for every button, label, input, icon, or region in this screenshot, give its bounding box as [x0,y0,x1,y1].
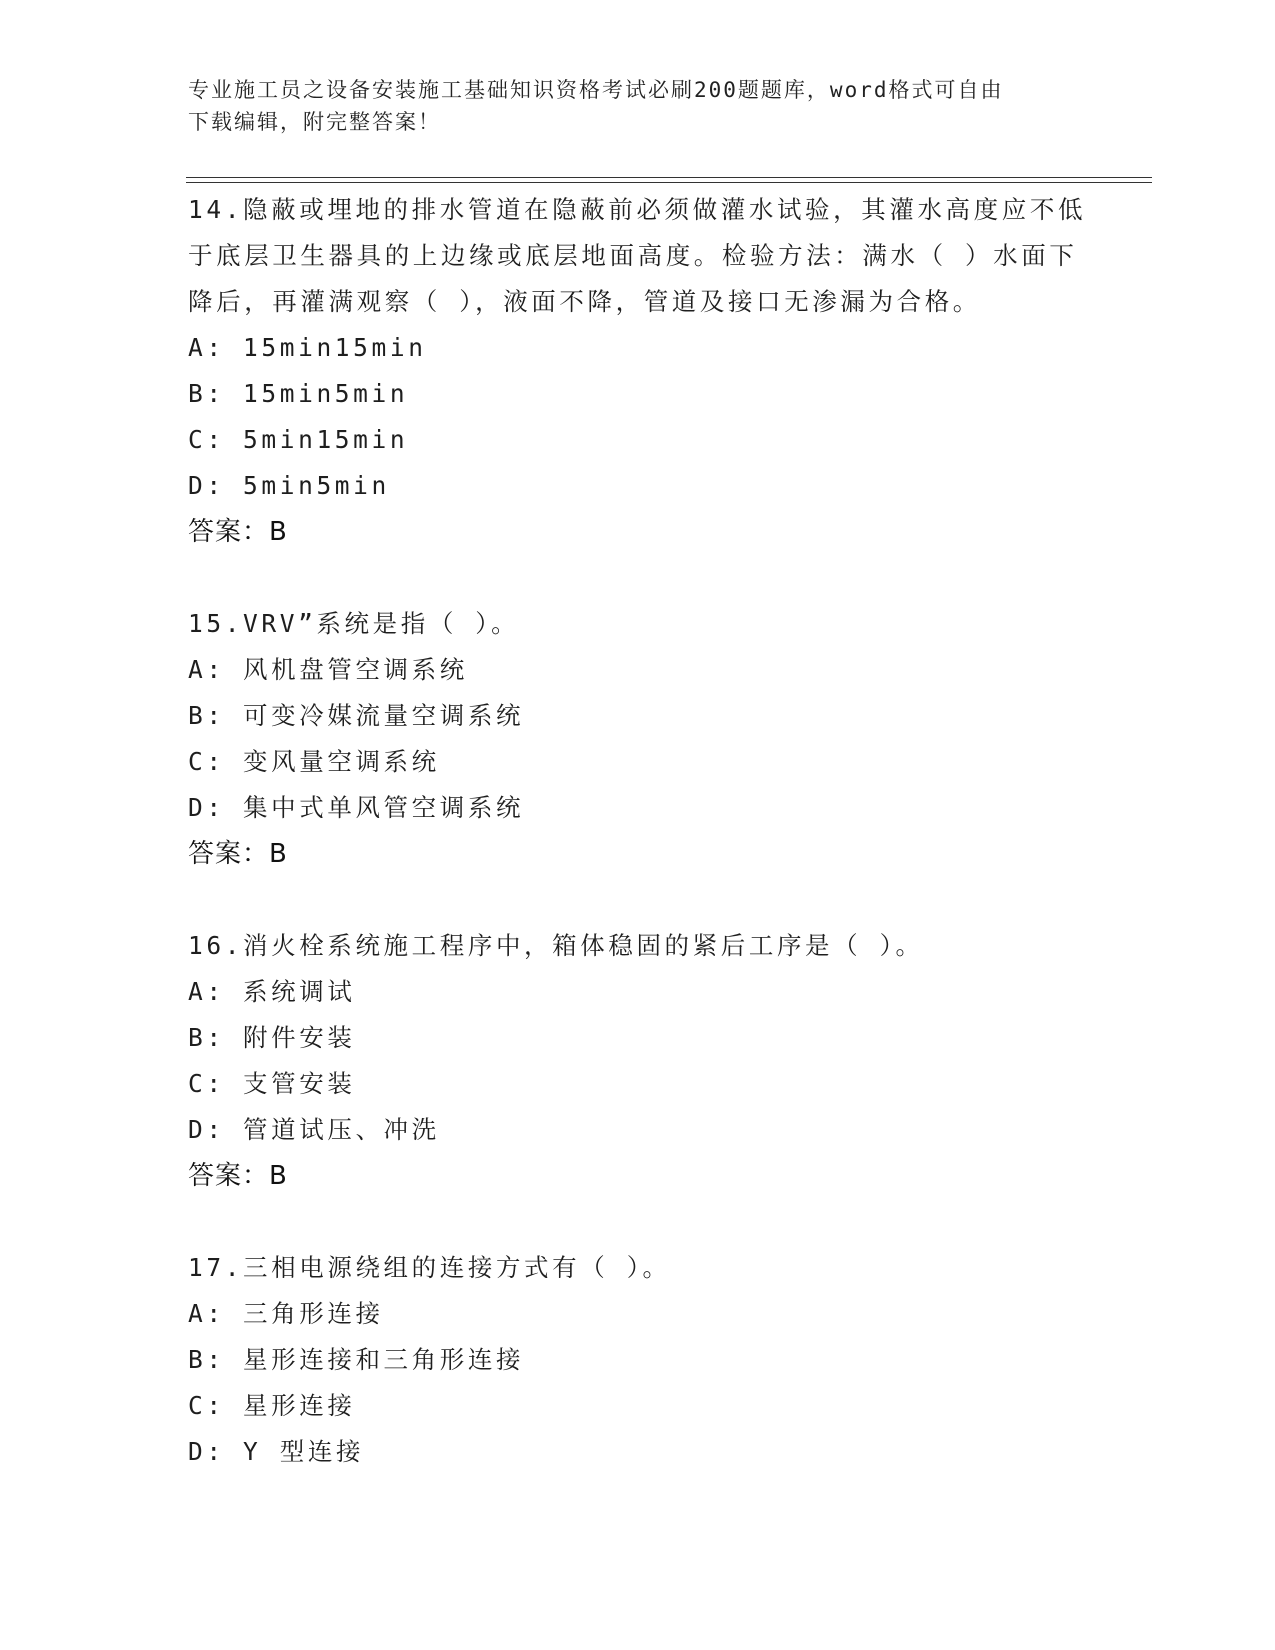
option-a: A: 三角形连接 [188,1299,384,1328]
option-d: D: 集中式单风管空调系统 [188,793,525,822]
question-text: 14.隐蔽或埋地的排水管道在隐蔽前必须做灌水试验，其灌水高度应不低于底层卫生器具的上边缘或底层地面高度。检验方法：满水（ ）水面下降后，再灌满观察（ ），液面不降，管道及接口无渗漏为合格。 [188,195,1087,316]
option-c: C: 变风量空调系统 [188,747,440,776]
option-c: C: 支管安装 [188,1069,356,1098]
option-d: D: Y 型连接 [188,1437,365,1466]
header-divider-top [186,177,1152,178]
option-b: B: 星形连接和三角形连接 [188,1345,525,1374]
answer: 答案：B [188,517,288,547]
option-b: B: 15min5min [188,379,409,408]
question-text: 16.消火栓系统施工程序中，箱体稳固的紧后工序是（ ）。 [188,931,924,960]
question-16 [188,923,1088,1199]
question-17 [188,1245,1088,1475]
spacer [188,877,1088,923]
option-d: D: 5min5min [188,471,390,500]
answer: 答案：B [188,839,288,869]
spacer [188,1199,1088,1245]
question-text: 17.三相电源绕组的连接方式有（ ）。 [188,1253,671,1282]
option-a: A: 风机盘管空调系统 [188,655,468,684]
header-line-1: 专业施工员之设备安装施工基础知识资格考试必刷200题题库，word格式可自由 [188,78,1004,102]
option-b: B: 附件安装 [188,1023,356,1052]
header-divider-bottom [186,182,1152,183]
option-b: B: 可变冷媒流量空调系统 [188,701,525,730]
answer: 答案：B [188,1161,288,1191]
question-15 [188,601,1088,877]
option-d: D: 管道试压、冲洗 [188,1115,440,1144]
question-text: 15.VRV”系统是指（ ）。 [188,609,520,638]
header-line-2: 下载编辑，附完整答案！ [188,110,441,134]
document-header [188,74,1068,138]
question-14 [188,187,1088,555]
option-c: C: 5min15min [188,425,409,454]
option-a: A: 系统调试 [188,977,356,1006]
option-c: C: 星形连接 [188,1391,356,1420]
question-list [188,187,1088,1475]
option-a: A: 15min15min [188,333,427,362]
spacer [188,555,1088,601]
